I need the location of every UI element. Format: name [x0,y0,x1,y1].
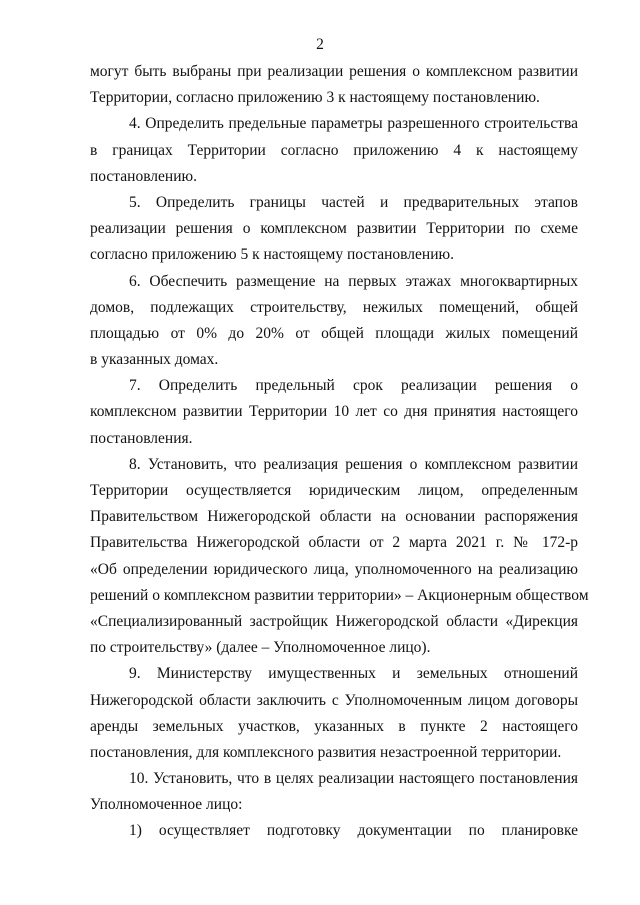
paragraph-first-line: 9. Министерству имущественных и земельных отношений [129,665,578,683]
paragraph-line: площадью от 0% до 20% от общей площади жилых помещений [90,324,578,342]
paragraph-line: согласно приложению 5 к настоящему постановлению. [90,246,454,264]
paragraph-line: аренды земельных участков, указанных в пункте 2 настоящего [90,717,578,735]
paragraph-first-line: 5. Определить границы частей и предварительных этапов [129,193,578,211]
paragraph-line: в указанных домах. [90,351,219,369]
paragraph-line: комплексном развитии Территории 10 лет со дня принятия настоящего [90,403,578,421]
paragraph-line: Уполномоченное лицо: [90,796,243,814]
paragraph-line: «Об определении юридического лица, уполномоченного на реализацию [90,560,578,578]
paragraph-line: Территории, согласно приложению 3 к настоящему постановлению. [90,89,540,107]
paragraph-first-line: 7. Определить предельный срок реализации решения о [129,377,578,395]
paragraph-first-line: 10. Установить, что в целях реализации настоящего постановления [129,770,578,788]
paragraph-first-line: 6. Обеспечить размещение на первых этажах многоквартирных [129,272,578,290]
document-body [90,59,589,845]
page-number: 2 [316,36,324,53]
paragraph-line: реализации решения о комплексном развитии Территории по схеме [90,220,578,238]
paragraph-line: Правительством Нижегородской области на основании распоряжения [90,508,578,526]
paragraph-line: могут быть выбраны при реализации решения о комплексном развитии [90,63,578,80]
paragraph-line: постановлению. [90,167,197,185]
paragraph-line: домов, подлежащих строительству, нежилых помещений, общей [90,298,578,316]
paragraph-first-line: 4. Определить предельные параметры разрешенного строительства [129,115,578,133]
paragraph-line: постановления, для комплексного развития незастроенной территории. [90,743,562,761]
paragraph-line: «Специализированный застройщик Нижегородской области «Дирекция [90,612,578,630]
paragraph-line: решений о комплексном развитии территории» – Акционерным обществом [90,586,589,604]
paragraph-line: постановления. [90,429,193,447]
paragraph-line: Правительства Нижегородской области от 2 марта 2021 г. № 172-р [90,534,578,552]
paragraph-line: Территории осуществляется юридическим лицом, определенным [90,482,578,499]
paragraph-first-line: 1) осуществляет подготовку документации по планировке [129,822,578,840]
paragraph-line: в границах Территории согласно приложению 4 к настоящему [90,141,578,159]
paragraph-line: по строительству» (далее – Уполномоченное лицо). [90,639,431,657]
paragraph-line: Нижегородской области заключить с Уполномоченным лицом договоры [90,691,578,709]
paragraph-first-line: 8. Установить, что реализация решения о комплексном развитии [129,455,578,473]
